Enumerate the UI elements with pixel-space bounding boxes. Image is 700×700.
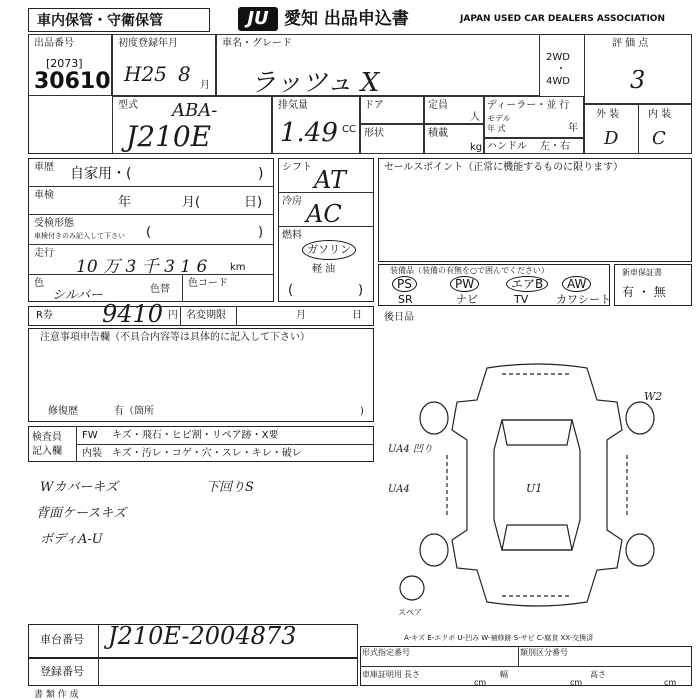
hist-line	[28, 186, 274, 187]
inspector-note-2: 背面ケースキズ	[36, 506, 127, 521]
equipment-label: 装備品（装備の有無を○で囲んでください）	[390, 266, 549, 275]
history-label: 車歴	[34, 162, 54, 173]
cert-height-label: 高さ	[590, 670, 606, 679]
inspection-label: 車検	[34, 190, 54, 201]
transfer-label: 名変期限	[186, 310, 226, 321]
transfer-month-unit: 月	[296, 310, 306, 321]
cert-length-unit: cm	[474, 678, 487, 687]
recycle-divider	[180, 306, 181, 326]
rating-divider	[638, 104, 639, 154]
equipment-tv: TV	[514, 293, 529, 306]
equipment-sr: SR	[398, 293, 413, 306]
wheel-rear-right	[626, 534, 654, 566]
car-name-label: 車名・グレード	[222, 38, 292, 49]
interior-label: 内 装	[648, 109, 672, 120]
door-label: ドア	[364, 100, 384, 111]
recycle-value: 9410	[102, 300, 164, 328]
handle-label: ハンドル	[487, 141, 527, 152]
fuel-close: )	[358, 283, 364, 298]
registration-month: 8	[178, 62, 191, 86]
registration-no-label: 登録番号	[40, 665, 84, 678]
shift-label: シフト	[282, 162, 312, 173]
repair-label: 修復歴	[48, 406, 78, 417]
inspector-note-1: Wカバーキズ	[40, 480, 119, 495]
repair-value: 有（箇所	[114, 406, 154, 417]
car-windshield	[502, 420, 572, 445]
receipt-line	[28, 244, 274, 245]
diagram-mark-u1: U1	[526, 482, 543, 495]
form-title-english: JAPAN USED CAR DEALERS ASSOCIATION	[460, 14, 665, 24]
fuel-open: (	[288, 283, 294, 298]
exterior-grade: D	[604, 128, 619, 149]
equipment-navi: ナビ	[456, 293, 478, 306]
lot-bracket-number: [2073]	[46, 57, 83, 70]
color-change-label: 色替	[150, 284, 170, 295]
interior-grade: C	[652, 128, 666, 149]
shape-label: 形状	[364, 128, 384, 139]
fuel-gasoline: ガソリン	[302, 240, 356, 260]
rating-label: 評 価 点	[612, 38, 649, 49]
receipt-note: 車検付きのみ記入して下さい	[34, 232, 125, 240]
notes-label: 注意事項申告欄（不具合内容等は具体的に記入して下さい）	[40, 332, 310, 343]
storage-label-box	[28, 8, 210, 32]
diagram-spare-label: スペア	[398, 608, 422, 617]
load-label: 積載	[428, 128, 448, 139]
lot-label: 出品番号	[34, 38, 74, 49]
cert-category-label: 類別区分番号	[520, 648, 568, 657]
cert-width-unit: cm	[570, 678, 583, 687]
inspection-day-unit: 日)	[244, 195, 263, 210]
equipment-seat: カワシート	[556, 293, 611, 306]
car-rear-glass	[502, 525, 572, 550]
inspector-row2-prefix: 内装	[82, 448, 102, 459]
dealer-line3: 年 式	[487, 124, 506, 133]
warranty-value: 有 ・ 無	[622, 285, 666, 299]
equipment-pw: PW	[450, 276, 479, 292]
cert-divider	[518, 646, 519, 666]
car-name: ラッツュ X	[250, 68, 380, 98]
wheel-rear-left	[420, 534, 448, 566]
inspector-label1: 検査員	[32, 432, 62, 443]
engine-label: 排気量	[278, 100, 308, 111]
chassis-value: J210E-2004873	[108, 622, 297, 650]
history-close: )	[258, 166, 264, 182]
diagram-mark-ua4: UA4	[388, 484, 410, 495]
dealer-year-unit: 年	[568, 123, 578, 134]
color-divider	[182, 274, 183, 302]
form-title: 愛知 出品申込書	[284, 9, 409, 29]
engine-value: 1.49	[280, 118, 338, 148]
registration-no-divider	[98, 658, 99, 686]
chassis-divider	[98, 624, 99, 658]
wheel-front-right	[626, 402, 654, 434]
fuel-light-oil: 軽 油	[312, 264, 336, 275]
cert-type-label: 形式指定番号	[362, 648, 410, 657]
cert-height-unit: cm	[664, 678, 677, 687]
wheel-front-left	[420, 402, 448, 434]
exterior-label: 外 装	[596, 109, 620, 120]
drive-2wd: 2WD	[546, 52, 570, 63]
aircon-label: 冷房	[282, 196, 302, 207]
color-label: 色	[34, 278, 44, 289]
capacity-unit: 人	[470, 112, 480, 123]
dealer-line2: モデル	[487, 114, 511, 123]
inspector-row2: キズ・汚レ・コゲ・穴・スレ・キレ・破レ	[112, 448, 302, 459]
lot-number: 30610	[34, 69, 111, 94]
inspector-row1-prefix: FW	[82, 430, 98, 441]
receipt-label: 受検形態	[34, 218, 74, 229]
registration-year: H25	[124, 62, 167, 86]
recycle-label: R券	[36, 310, 53, 321]
chassis-label: 車台番号	[40, 633, 84, 646]
inspector-label2: 記入欄	[32, 446, 62, 457]
storage-label: 車内保管・守衛保管	[37, 13, 163, 29]
diagram-mark-ua4-dent: UA4 凹り	[388, 444, 433, 455]
warranty-label: 新車保証書	[622, 268, 662, 277]
cert-label: 車庫証明用	[362, 670, 402, 679]
registration-label: 初度登録年月	[118, 38, 178, 49]
drive-4wd: 4WD	[546, 76, 570, 87]
diagram-legend: A-キズ E-エクボ U-凹み W-補修跡 S-サビ C-腐食 XX-交換済	[404, 634, 594, 642]
shift-value: AT	[314, 166, 347, 194]
rating-score: 3	[630, 66, 646, 94]
receipt-open: (	[146, 225, 152, 240]
inspection-month-unit: 月(	[182, 195, 201, 210]
color-code-label: 色コード	[188, 278, 228, 289]
equipment-airbag: エアB	[506, 276, 548, 292]
aircon-value: AC	[306, 200, 342, 228]
sales-point-label: セールスポイント（正常に機能するものに限ります）	[384, 162, 624, 173]
transfer-divider	[236, 306, 237, 326]
spare-tire	[400, 576, 424, 600]
color-value: シルバー	[52, 288, 103, 303]
receipt-close: )	[258, 225, 264, 240]
diagram-mark-w2: W2	[644, 390, 663, 403]
ju-logo-text: JU	[247, 8, 269, 29]
model-prefix: ABA-	[172, 100, 218, 121]
equipment-aw: AW	[562, 276, 591, 292]
model-label: 型式	[118, 100, 138, 111]
inspection-year-unit: 年	[118, 195, 132, 210]
handle-value: 左・右	[540, 141, 570, 152]
drive-dot: ・	[556, 64, 566, 75]
bottom-strip: 書 類 作 成	[34, 690, 79, 700]
post-date-label: 後日品	[384, 312, 414, 323]
cert-width-label: 幅	[500, 670, 508, 679]
cert-length-label: 長さ	[404, 670, 420, 679]
sales-point-box	[378, 158, 692, 262]
fuel-label: 燃料	[282, 230, 302, 241]
capacity-label: 定員	[428, 100, 448, 111]
mileage-unit: km	[230, 262, 246, 273]
cert-line	[360, 666, 692, 667]
underside-note: 下回りS	[206, 480, 254, 495]
load-unit: kg	[470, 142, 483, 153]
registration-month-unit: 月	[200, 80, 210, 91]
inspector-note-3: ボディA-U	[40, 532, 103, 547]
mileage-label: 走行	[34, 248, 54, 259]
engine-unit: CC	[342, 124, 356, 135]
dealer-line1: ディーラー・並 行	[487, 100, 570, 111]
model-code: J210E	[126, 120, 212, 153]
insp-line	[28, 214, 274, 215]
equipment-ps: PS	[392, 276, 417, 292]
repair-close: )	[360, 406, 364, 417]
mileage-value: 10 万 3 千 3 1 6	[76, 257, 208, 277]
inspector-row-line	[76, 444, 374, 445]
history-value: 自家用・(	[70, 166, 132, 182]
ju-logo	[238, 7, 278, 31]
inspector-row1: キズ・飛石・ヒビ割・リペア跡・X要	[112, 430, 279, 441]
recycle-unit: 円	[168, 310, 178, 321]
transfer-day-unit: 日	[352, 310, 362, 321]
